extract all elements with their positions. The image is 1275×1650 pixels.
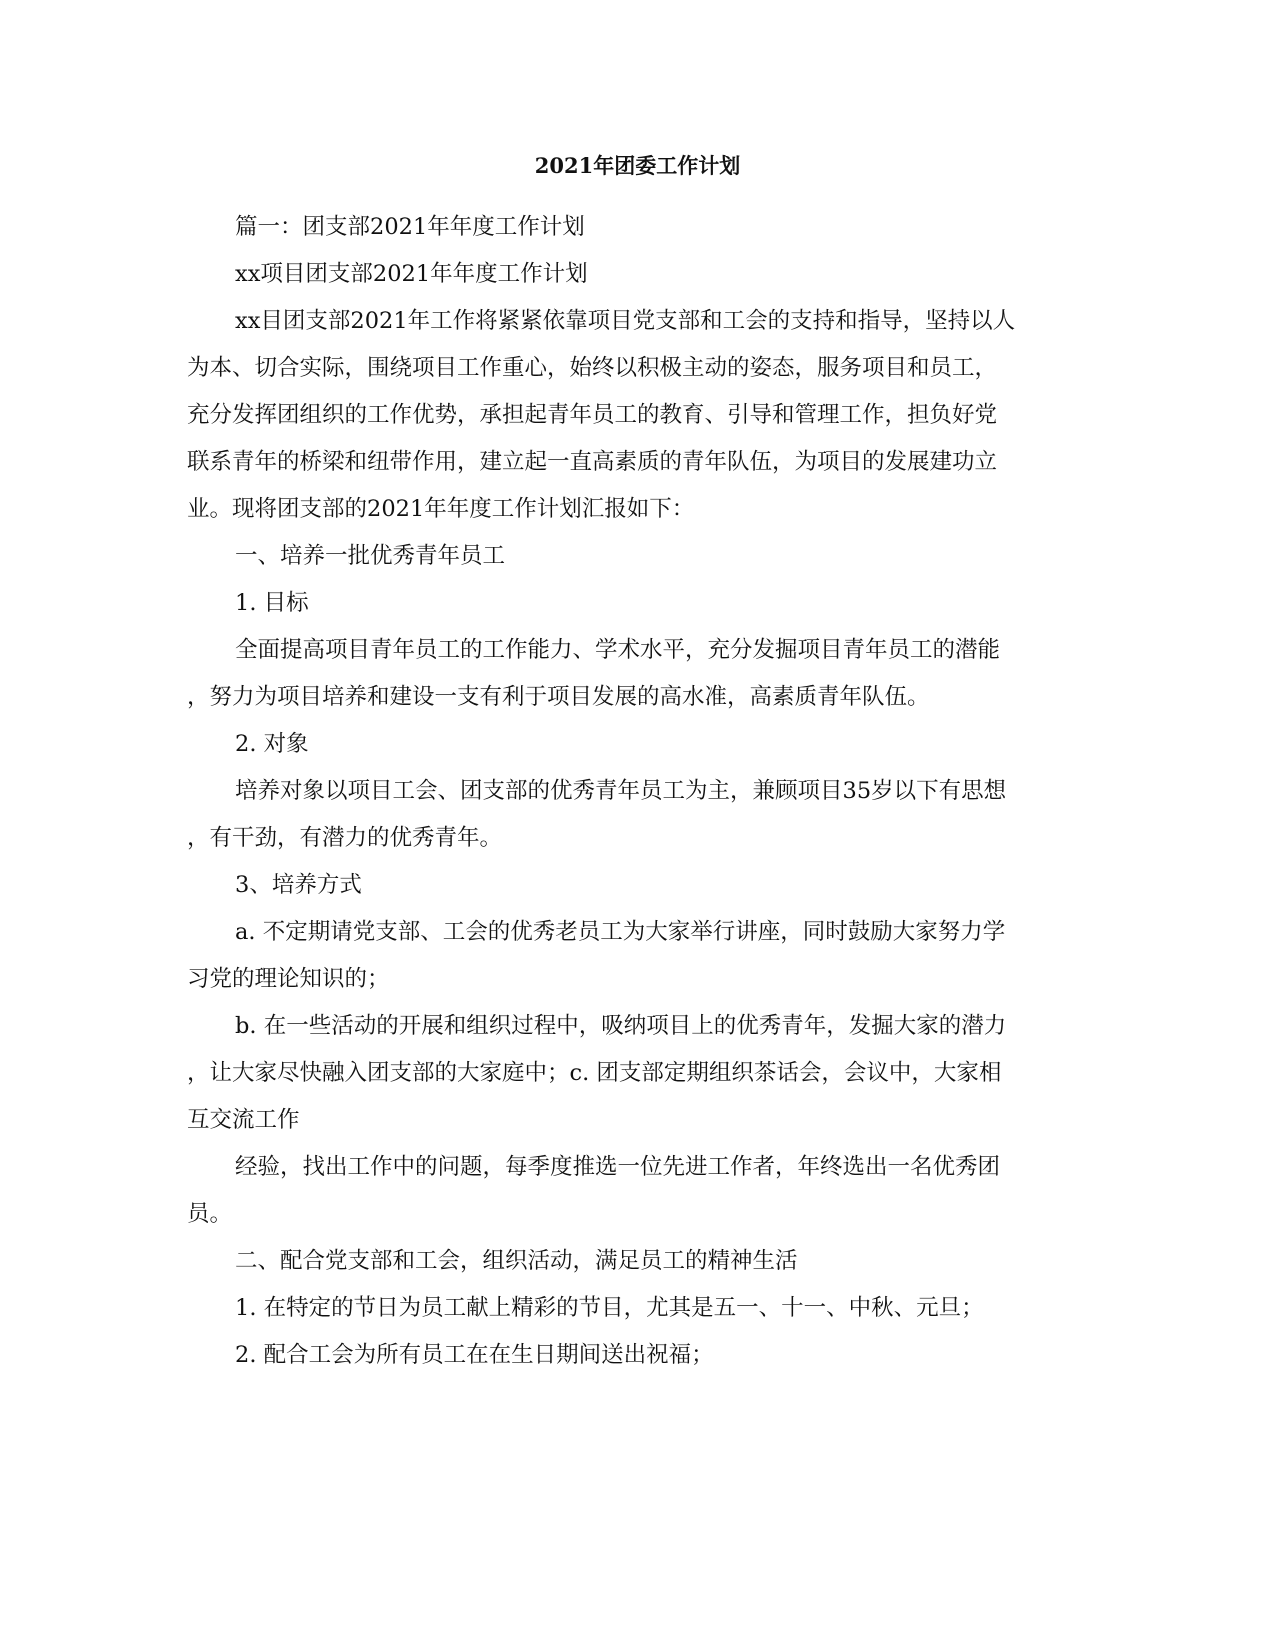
- text-line: 员。: [187, 1201, 233, 1227]
- text-line: ，努力为项目培养和建设一支有利于项目发展的高水准，高素质青年队伍。: [187, 684, 930, 710]
- text-line: 一、培养一批优秀青年员工: [235, 543, 506, 569]
- text-line: 互交流工作: [187, 1107, 300, 1133]
- text-line: ，让大家尽快融入团支部的大家庭中；c. 团支部定期组织茶话会，会议中，大家相: [187, 1060, 1002, 1086]
- text-line: 1. 目标: [235, 590, 309, 616]
- text-line: xx项目团支部2021年年度工作计划: [235, 261, 588, 287]
- text-line: ，有干劲，有潜力的优秀青年。: [187, 825, 503, 851]
- text-line: 二、配合党支部和工会，组织活动，满足员工的精神生活: [235, 1248, 798, 1274]
- text-line: 充分发挥团组织的工作优势，承担起青年员工的教育、引导和管理工作，担负好党: [187, 402, 998, 428]
- text-line: 3、培养方式: [235, 872, 362, 898]
- text-line: b. 在一些活动的开展和组织过程中，吸纳项目上的优秀青年，发掘大家的潜力: [235, 1013, 1007, 1039]
- text-line: a. 不定期请党支部、工会的优秀老员工为大家举行讲座，同时鼓励大家努力学: [235, 919, 1006, 945]
- text-line: 1. 在特定的节日为员工献上精彩的节目，尤其是五一、十一、中秋、元旦；: [235, 1295, 984, 1321]
- text-line: 2. 配合工会为所有员工在在生日期间送出祝福；: [235, 1342, 714, 1368]
- text-line: 联系青年的桥梁和纽带作用，建立起一直高素质的青年队伍，为项目的发展建功立: [187, 449, 998, 475]
- document-title: 2021年团委工作计划: [534, 153, 741, 178]
- text-line: 习党的理论知识的；: [187, 966, 390, 992]
- text-line: 业。现将团支部的2021年年度工作计划汇报如下：: [187, 496, 695, 522]
- text-line: 为本、切合实际，围绕项目工作重心，始终以积极主动的姿态，服务项目和员工，: [187, 355, 998, 381]
- text-line: 培养对象以项目工会、团支部的优秀青年员工为主，兼顾项目35岁以下有思想: [235, 778, 1007, 804]
- text-line: 篇一：团支部2021年年度工作计划: [235, 214, 585, 240]
- text-line: 2. 对象: [235, 731, 309, 757]
- text-line: 经验，找出工作中的问题，每季度推选一位先进工作者，年终选出一名优秀团: [235, 1154, 1001, 1180]
- text-line: xx目团支部2021年工作将紧紧依靠项目党支部和工会的支持和指导，坚持以人: [235, 308, 1016, 334]
- text-line: 全面提高项目青年员工的工作能力、学术水平，充分发掘项目青年员工的潜能: [235, 637, 1001, 663]
